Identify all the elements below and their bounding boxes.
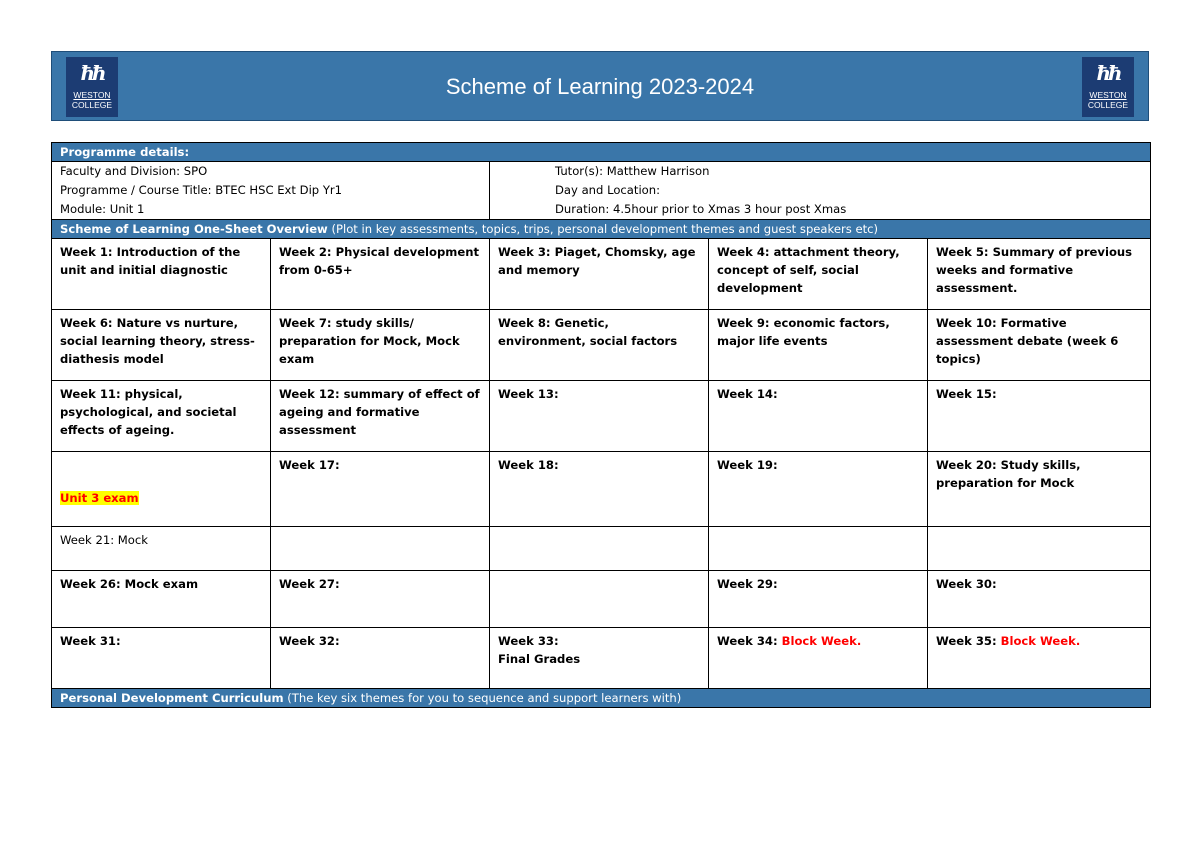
faculty-division: Faculty and Division: SPO [60, 164, 208, 178]
week-cell [490, 628, 709, 689]
week-cell: Week 29: [709, 571, 928, 628]
header-banner [51, 51, 1149, 121]
week-cell: Week 21: Mock [52, 527, 271, 571]
week-cell: Week 12: summary of effect of ageing and formative assessment [271, 381, 490, 452]
week-cell: Week 32: [271, 628, 490, 689]
overview-header [52, 220, 1151, 239]
page-title: Scheme of Learning 2023-2024 [445, 74, 755, 99]
week-cell: Week 9: economic factors, major life events [709, 310, 928, 381]
week-cell [709, 628, 928, 689]
week-cell [928, 527, 1151, 571]
week-cell: Week 18: [490, 452, 709, 527]
logo-mark: ħħ [1096, 61, 1120, 85]
personal-development-label: Personal Development Curriculum [60, 691, 284, 705]
week-cell: Week 30: [928, 571, 1151, 628]
week-33-label: Week 33: [498, 634, 559, 648]
programme-details-header [52, 143, 1151, 162]
weeks-row-2 [52, 310, 1151, 381]
week-cell [52, 452, 271, 527]
programme-info-right [490, 162, 1151, 220]
block-week: Block Week. [781, 634, 862, 648]
week-cell: Week 3: Piaget, Chomsky, age and memory [490, 239, 709, 310]
week-35-label: Week 35: [936, 634, 1001, 648]
programme-info-left [52, 162, 490, 220]
course-title: Programme / Course Title: BTEC HSC Ext Dip Yr1 [60, 183, 343, 197]
day-location: Day and Location: [555, 183, 661, 197]
week-cell: Week 19: [709, 452, 928, 527]
weeks-row-7 [52, 628, 1151, 689]
week-cell [271, 527, 490, 571]
duration: Duration: 4.5hour prior to Xmas 3 hour post Xmas [555, 202, 847, 216]
week-cell: Week 20: Study skills, preparation for Mock [928, 452, 1151, 527]
week-cell: Week 10: Formative assessment debate (week 6 topics) [928, 310, 1151, 381]
logo-line-2: COLLEGE [1087, 100, 1129, 110]
week-cell: Week 1: Introduction of the unit and initial diagnostic [52, 239, 271, 310]
logo-line-1: WESTON [1089, 90, 1127, 100]
week-cell: Week 2: Physical development from 0-65+ [271, 239, 490, 310]
week-cell: Week 11: physical, psychological, and societal effects of ageing. [52, 381, 271, 452]
week-cell: Week 13: [490, 381, 709, 452]
weston-college-logo [1082, 57, 1134, 117]
section-label: Programme details: [52, 143, 1151, 162]
week-cell: Week 27: [271, 571, 490, 628]
overview-note: (Plot in key assessments, topics, trips, personal development themes and guest speakers etc) [327, 222, 879, 236]
week-cell: Week 7: study skills/ preparation for Mock, Mock exam [271, 310, 490, 381]
personal-development-note: (The key six themes for you to sequence and support learners with) [283, 691, 682, 705]
overview-label: Scheme of Learning One-Sheet Overview [60, 222, 328, 236]
block-week: Block Week. [1000, 634, 1081, 648]
week-cell [709, 527, 928, 571]
weeks-row-4 [52, 452, 1151, 527]
weeks-row-6 [52, 571, 1151, 628]
week-cell: Week 6: Nature vs nurture, social learning theory, stress-diathesis model [52, 310, 271, 381]
programme-details-row [52, 162, 1151, 220]
logo-line-1: WESTON [73, 90, 111, 100]
week-cell: Week 26: Mock exam [52, 571, 271, 628]
week-cell [490, 527, 709, 571]
week-cell: Week 31: [52, 628, 271, 689]
week-cell: Week 17: [271, 452, 490, 527]
week-cell: Week 5: Summary of previous weeks and formative assessment. [928, 239, 1151, 310]
week-cell: Week 4: attachment theory, concept of self, social development [709, 239, 928, 310]
weeks-row-5 [52, 527, 1151, 571]
final-grades: Final Grades [498, 652, 581, 666]
week-cell [928, 628, 1151, 689]
tutor: Tutor(s): Matthew Harrison [555, 164, 710, 178]
week-cell: Week 15: [928, 381, 1151, 452]
module: Module: Unit 1 [60, 202, 145, 216]
weeks-row-3 [52, 381, 1151, 452]
logo-mark: ħħ [80, 61, 104, 85]
weeks-row-1 [52, 239, 1151, 310]
week-cell: Week 14: [709, 381, 928, 452]
week-34-label: Week 34: [717, 634, 782, 648]
personal-development-header [52, 689, 1151, 708]
week-cell: Week 8: Genetic, environment, social factors [490, 310, 709, 381]
week-cell [490, 571, 709, 628]
unit-3-exam: Unit 3 exam [60, 491, 139, 505]
scheme-table [51, 142, 1151, 708]
logo-line-2: COLLEGE [71, 100, 113, 110]
